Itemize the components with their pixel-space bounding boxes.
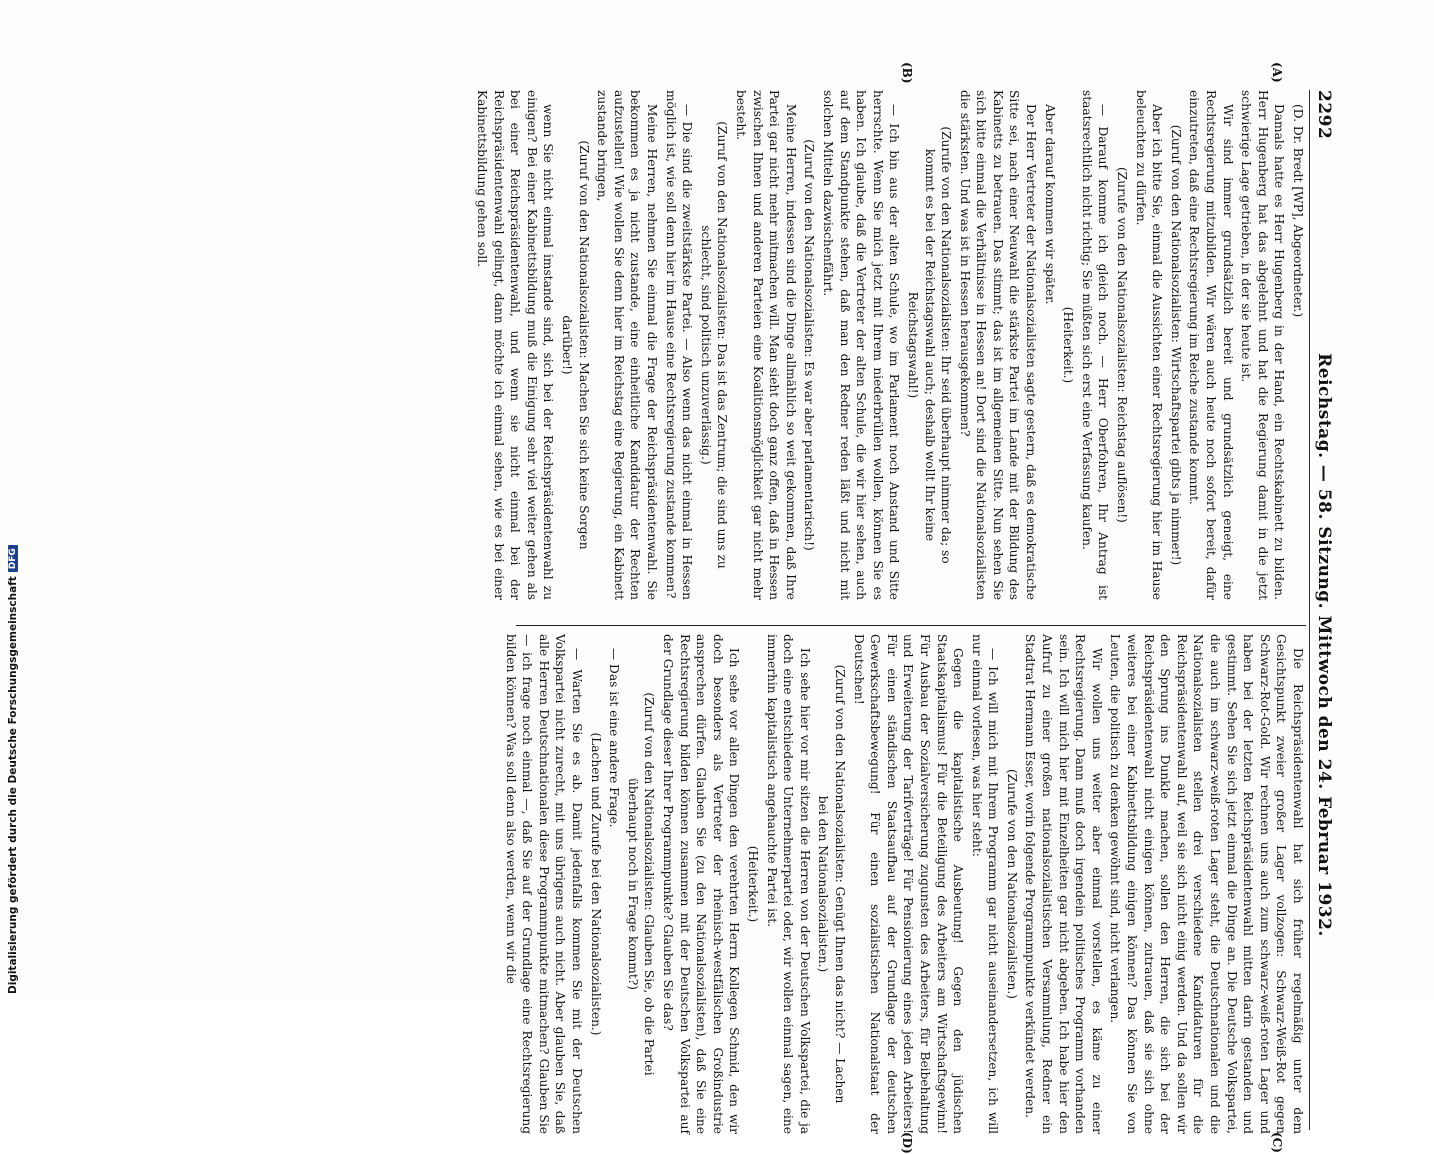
interjection: (Heiterkeit.) [746,845,760,923]
paragraph: — Ich will mich mit Ihrem Programm gar nicht auseinandersetzen, ich will nur einmal vorlesen, was hier steht: [969,634,1001,1134]
page-number: 2292 [1314,90,1334,140]
interjection: (Zurufe von den Nationalsozialisten: Ihr seid überhaupt nimmer da; so kommt es bei der Reichstagswahl auch; deshalb wollt Ihr keine Reichstagswahl!) [905,126,954,564]
paragraph: Die Reichspräsidentenwahl hat sich früher regelmäßig unter dem Gesichtspunkt zweier großer Lager vollzogen: Schwarz-Weiß-Rot gegen Schwarz-Rot-Gold. Wir rechnen uns auch zum schwarz-weiß-roten Lager und haben bei der letzten Reichspräsidentenwahl mitten darin gestanden und gestimmt. Sehen Sie sich jetzt einmal die Dinge an. Die Deutsche Volkspartei, die auch im schwarz-weiß-roten Lager steht, die Deutschnationalen und die Nationalsozialisten stellen drei verschiedene Kandidaturen für die Reichspräsidentenwahl auf, weil sie sich nicht einig werden. Und da sollen wir den Sprung ins Dunkle machen, sollen den Herren, die sich bei der Reichspräsidentenwahl nicht einigen können, zutrauen, daß sie sich ohne weiteres bei einer Kabinettsbildung einigen können? Das können Sie von Leuten, die politisch zu denken gewöhnt sind, nicht verlangen. [1108,634,1305,1134]
interjection: (Zuruf von den Nationalsozialisten: Wirtschaftspartei gibts ja nimmer!) [1168,124,1183,566]
paragraph: Aber ich bitte Sie, einmal die Aussichten einer Rechtsregierung hier im Hause beleuchten zu dürfen. [1133,90,1165,600]
paragraph: — Ich bin aus der alten Schule, wo im Parlament noch Anstand und Sitte herrschte. Wenn Sie mich jetzt mit Ihrem niederbrüllen wollen, können Sie es haben. Ich glaube, daß die Vertreter der alten Schule, die wir hier sehen, auch auf dem Standpunkte stehen, daß man den Redner reden läßt und nicht mit solchen Mitteln dazwischenfährt. [820,90,902,600]
margin-mark-c: (C) [1270,1132,1284,1153]
left-column [475,90,1306,600]
margin-mark-a: (A) [1270,62,1284,83]
interjection: (Zuruf von den Nationalsozialisten: Genügt Ihnen das nicht? — Lachen bei den Nationalsozialisten.) [816,664,847,1104]
paragraph: Aber darauf kommen wir später. [1042,104,1057,305]
paragraph: Wir sind immer grundsätzlich bereit und grundsätzlich geneigt, eine Rechtsregierung mitzubilden. Wir wären auch heute noch sofort bereit, dafür einzutreten, daß eine Rechtsregierung im Reiche zustande kommt. [1187,90,1235,600]
paragraph: — Warten Sie es ab. Damit jedenfalls kommen Sie mit der Deutschen Volkspartei nicht zurecht, mit uns übrigens auch nicht. Aber glauben Sie, daß alle Herren Deutschnationalen diese Programmpunkte mitmachen? Glauben Sie — ich frage noch einmal —, daß Sie auf der Grundlage eine Rechtsregierung bilden können? Was soll denn also werden, wenn wir die [503,634,585,1134]
interjection: (Lachen und Zurufe bei den Nationalsozialisten.) [588,732,603,1036]
paragraph: Meine Herren, nehmen Sie einmal die Frage der Reichspräsidentenwahl. Sie bekommen es ja nicht zustande, eine einheitliche Kandidatur der Rechten aufzustellen! Wie wollen Sie denn hier im Reichstag eine Regierung, ein Kabinett zustande bringen, [595,90,660,600]
page-header [1309,90,1334,1130]
interjection: (Heiterkeit.) [1061,306,1076,384]
interjection: (Zurufe von den Nationalsozialisten: Reichstag auflösen!) [1115,167,1130,523]
paragraph: Gegen die kapitalistische Ausbeutung! Gegen den jüdischen Staatskapitalismus! Für die Beteiligung des Arbeiters am Wirtschaftsgewinn! Für Ausbau der Sozialversicherung zugunsten des Arbeiters, für Beibehaltung und Erweiterung der Tarifverträge! Für Pensionierung eines jeden Arbeiters! Für einen ständischen Staatsaufbau auf der Grundlage der deutschen Gewerkschaftsbewegung! Für einen sozialistischen Nationalstaat der Deutschen! [851,634,966,1134]
margin-mark-b: (B) [900,62,914,84]
paragraph: (D. Dr. Bredt [WP], Abgeordneter.) [1291,104,1305,318]
interjection: (Zuruf von den Nationalsozialisten: Das ist das Zentrum; die sind uns zu schlecht, sind politisch unzuverlässig.) [698,121,730,569]
interjection: (Zurufe von den Nationalsozialisten.) [1004,769,1019,999]
paragraph: wenn Sie nicht einmal imstande sind, sich bei der Reichspräsidentenwahl zu einigen? Bei einer Kabinettsbildung muß die Einigung sehr viel weiter gehen als bei einer Reichspräsidentenwahl, und wenn sie nicht einmal bei der Reichspräsidentenwahl gelingt, dann möchte ich einmal sehen, wie es bei einer Kabinettsbildung gehen soll. [475,90,556,600]
paragraph: Ich sehe hier vor mir sitzen die Herren von der Deutschen Volkspartei, die ja doch eine entschiedene Unternehmerpartei oder, wir wollen einmal sagen, eine immerhin kapitalistisch angehauchte Partei ist. [764,634,812,1134]
paragraph: Damals hatte es Herr Hugenberg in der Hand, ein Rechtskabinett zu bilden. Herr Hugenberg hat das abgelehnt und hat die Regierung damit in die jetzt schwierige Lage getrieben, in der sie heute ist. [1239,90,1287,600]
credit-text: Digitalisierung gefördert durch die Deutsche Forschungsgemeinschaft [7,576,19,994]
right-column [503,625,1306,1134]
page-title: Reichstag. — 58. Sitzung. Mittwoch den 24. Februar 1932. [1314,353,1334,937]
interjection: (Zuruf von den Nationalsozialisten: Es war aber parlamentarisch!) [802,139,817,551]
paragraph: — Das ist eine andere Frage. [607,648,622,828]
interjection: (Zuruf von den Nationalsozialisten: Glauben Sie, ob die Partei überhaupt noch in Frage kommt?) [625,692,657,1076]
paragraph: Wir wollen uns weiter aber einmal vorstellen, es käme zu einer Rechtsregierung. Dann muß doch irgendein politisches Programm vorhanden sein. Ich will mich hier mit Einzelheiten gar nicht abgeben. Ich habe hier den Aufruf zu einer großen nationalsozialistischen Versammlung, Redner ein Stadtrat Hermann Esser, worin folgende Programmpunkte verkündet werden. [1023,634,1104,1134]
dfg-logo: DFG [8,545,18,572]
paragraph: Ich sehe vor allen Dingen den verehrten Herrn Kollegen Schmid, den wir doch besonders als Vertreter der rheinisch-westfälischen Großindustrie ansprechen dürfen. Glauben Sie (zu den Nationalsozialisten), daß Sie eine Rechtsregierung bilden können zusammen mit der Deutschen Volkspartei auf der Grundlage dieser Ihrer Programmpunkte? Glauben Sie das? [661,634,742,1134]
digitization-credit [4,0,22,994]
paragraph: Der Herr Vertreter der Nationalsozialisten sagte gestern, daß es demokratische Sitte sei, nach einer Neuwahl die stärkste Partei im Lande mit der Bildung des Kabinetts zu betrauen. Das stimmt; das ist im allgemeinen Sitte. Nun sehen Sie sich bitte einmal die Verhältnisse in Hessen an! Dort sind die Nationalsozialisten die stärksten. Und was ist in Hessen herausgekommen? [957,90,1039,600]
interjection: (Zuruf von den Nationalsozialisten: Machen Sie sich keine Sorgen darüber!) [560,140,591,550]
paragraph: — Die sind die zweitstärkste Partei. — Also wenn das nicht einmal in Hessen möglich ist, wie soll denn hier im Hause eine Rechtsregierung zustande kommen? [663,90,695,600]
paragraph: — Darauf komme ich gleich noch. — Herr Oberfohren, Ihr Antrag ist staatsrechtlich nicht richtig; Sie müßten sich erst eine Verfassung kaufen. [1079,90,1111,600]
margin-mark-d: (D) [900,1132,914,1154]
paragraph: Meine Herren, indessen sind die Dinge allmählich so weit gekommen, daß Ihre Partei gar nicht mehr mitmachen will. Man sieht doch ganz offen, daß in Hessen zwischen Ihnen und anderen Parteien eine Koalitionsmöglichkeit gar nicht mehr besteht. [734,90,798,600]
